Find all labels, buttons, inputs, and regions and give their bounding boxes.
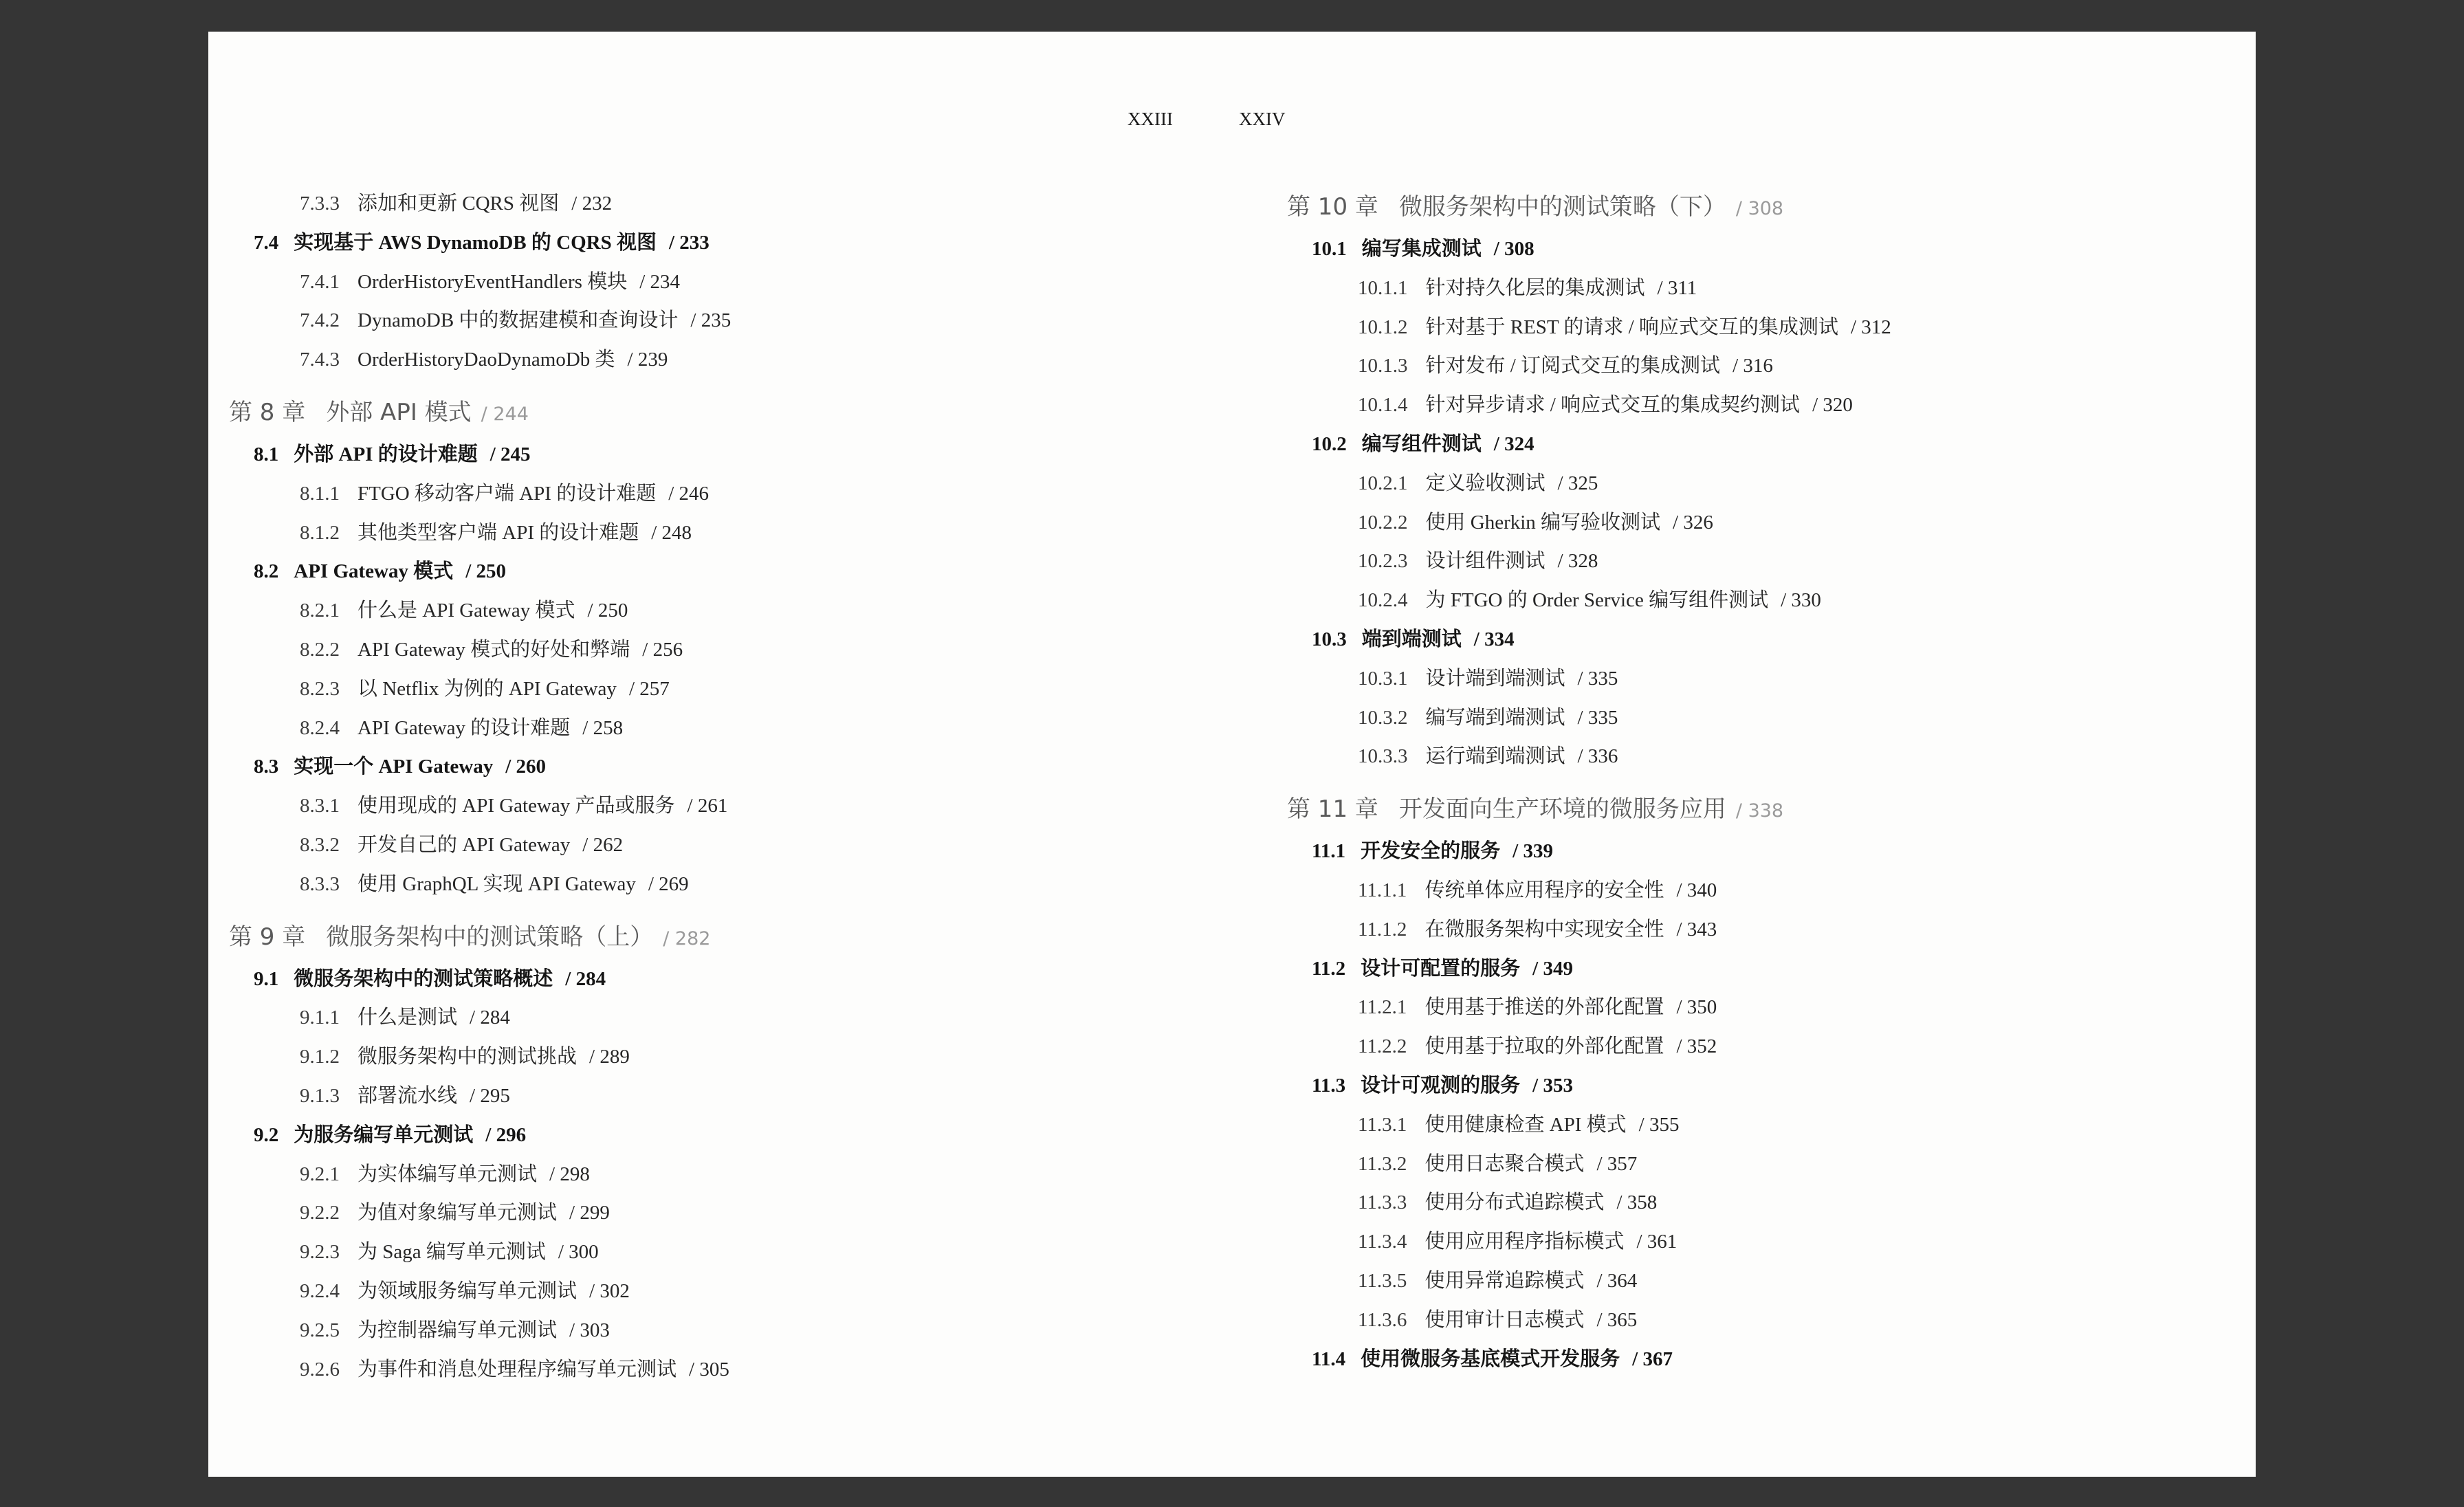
toc-subsection [229, 184, 1178, 223]
toc-number: 第 11 章 [1287, 795, 1378, 824]
toc-title: OrderHistoryEventHandlers 模块 [358, 270, 628, 293]
toc-section [1287, 1340, 2236, 1379]
toc-subsection [1287, 386, 2236, 425]
toc-subsection [1287, 464, 2236, 503]
toc-subsection [1287, 1183, 2236, 1222]
toc-chapter [1287, 184, 2236, 230]
toc-number: 9.2.3 [300, 1241, 340, 1264]
toc-subsection [1287, 346, 2236, 386]
toc-subsection [1287, 910, 2236, 949]
toc-title: 外部 API 模式 [326, 398, 472, 426]
toc-title: 为值对象编写单元测试 [358, 1202, 558, 1224]
toc-title: 什么是测试 [358, 1006, 458, 1029]
toc-chapter [229, 380, 1178, 435]
toc-title: 设计可配置的服务 [1361, 957, 1521, 980]
toc-title: 为服务编写单元测试 [294, 1123, 474, 1146]
toc-number: 10.1.1 [1358, 276, 1408, 299]
toc-page-ref: / 325 [1557, 472, 1598, 494]
toc-page-ref: / 330 [1781, 589, 1821, 612]
toc-title: 为实体编写单元测试 [358, 1163, 538, 1185]
toc-title: 外部 API 的设计难题 [294, 443, 478, 465]
toc-number: 9.2.2 [300, 1202, 340, 1224]
toc-title: 编写集成测试 [1361, 238, 1482, 260]
toc-page-ref: / 358 [1616, 1191, 1658, 1214]
toc-title: 添加和更新 CQRS 视图 [358, 192, 560, 214]
toc-number: 8.3.2 [300, 833, 340, 856]
toc-chapter [1287, 776, 2236, 832]
toc-title: 实现一个 API Gateway [294, 756, 494, 778]
toc-number: 11.1 [1312, 840, 1346, 863]
toc-page-ref: / 256 [642, 638, 683, 661]
toc-title: 针对异步请求 / 响应式交互的集成契约测试 [1425, 394, 1801, 417]
toc-number: 9.1.2 [300, 1046, 340, 1068]
toc-subsection [229, 670, 1178, 709]
toc-number: 8.2.3 [300, 677, 340, 700]
toc-subsection [1287, 1027, 2236, 1066]
toc-number: 9.2.6 [300, 1358, 340, 1380]
toc-page-ref: / 336 [1577, 745, 1618, 768]
toc-page-ref: / 316 [1732, 355, 1773, 377]
toc-title: 以 Netflix 为例的 API Gateway [358, 677, 617, 700]
toc-section [229, 747, 1178, 786]
toc-subsection [1287, 737, 2236, 776]
toc-page-ref: / 284 [565, 967, 606, 990]
book-spread [208, 32, 2256, 1477]
toc-subsection [1287, 1145, 2236, 1184]
toc-subsection [1287, 1222, 2236, 1262]
toc-title: 针对基于 REST 的请求 / 响应式交互的集成测试 [1425, 316, 1838, 338]
toc-page-ref: / 289 [589, 1046, 630, 1068]
toc-number: 第 9 章 [229, 923, 306, 951]
toc-chapter [229, 904, 1178, 960]
toc-subsection [229, 865, 1178, 904]
toc-number: 8.1.2 [300, 521, 340, 544]
toc-number: 11.3.3 [1358, 1191, 1407, 1214]
toc-page-ref: / 365 [1596, 1308, 1638, 1331]
toc-number: 8.3.3 [300, 872, 340, 895]
toc-number: 8.2 [254, 560, 279, 583]
toc-number: 11.3.6 [1358, 1308, 1407, 1331]
toc-title: 运行端到端测试 [1425, 745, 1565, 768]
toc-page-ref: / 324 [1493, 432, 1534, 455]
toc-subsection [1287, 698, 2236, 738]
toc-number: 8.1.1 [300, 482, 340, 505]
toc-page-ref: / 357 [1596, 1152, 1638, 1175]
toc-subsection [1287, 503, 2236, 542]
toc-section [229, 552, 1178, 591]
toc-page-ref: / 353 [1532, 1074, 1573, 1097]
toc-subsection [229, 1037, 1178, 1077]
toc-number: 10.3.1 [1358, 667, 1408, 690]
toc-page-ref: / 300 [558, 1241, 599, 1264]
toc-number: 10.2.3 [1358, 550, 1408, 573]
toc-number: 9.2 [254, 1123, 279, 1146]
toc-number: 10.2.2 [1358, 511, 1408, 534]
toc-page-ref: / 260 [505, 756, 547, 778]
toc-number: 10.1.2 [1358, 316, 1408, 338]
toc-title: 针对持久化层的集成测试 [1425, 276, 1645, 299]
toc-section [1287, 832, 2236, 871]
toc-title: 使用现成的 API Gateway 产品或服务 [358, 795, 675, 817]
toc-page-ref: / 239 [627, 349, 668, 371]
toc-page-ref: / 244 [481, 403, 529, 425]
toc-page-ref: / 258 [582, 716, 624, 739]
toc-number: 10.1.3 [1358, 355, 1408, 377]
toc-subsection [229, 786, 1178, 826]
toc-page-ref: / 232 [571, 192, 613, 214]
toc-page-ref: / 364 [1596, 1269, 1638, 1292]
toc-title: 微服务架构中的测试挑战 [358, 1046, 578, 1068]
toc-subsection [229, 474, 1178, 514]
toc-page-ref: / 248 [651, 521, 692, 544]
toc-subsection [1287, 308, 2236, 347]
toc-page-ref: / 320 [1812, 394, 1853, 417]
toc-page-ref: / 334 [1473, 628, 1515, 650]
toc-number: 9.2.4 [300, 1279, 340, 1302]
toc-page-ref: / 355 [1638, 1113, 1680, 1136]
toc-subsection [1287, 871, 2236, 910]
toc-title: 使用健康检查 API 模式 [1424, 1113, 1627, 1136]
toc-right-column [1287, 184, 2236, 1378]
toc-number: 10.3.2 [1358, 706, 1408, 729]
toc-page-ref: / 299 [569, 1202, 610, 1224]
toc-title: 针对发布 / 订阅式交互的集成测试 [1425, 355, 1721, 377]
toc-title: 为控制器编写单元测试 [358, 1319, 558, 1341]
toc-subsection [229, 998, 1178, 1037]
toc-number: 10.1 [1312, 238, 1347, 260]
toc-number: 第 8 章 [229, 398, 306, 426]
toc-page-ref: / 298 [549, 1163, 590, 1185]
toc-subsection [1287, 988, 2236, 1027]
toc-title: 为领域服务编写单元测试 [358, 1279, 578, 1302]
toc-number: 7.4.3 [300, 349, 340, 371]
toc-page-ref: / 250 [587, 600, 628, 622]
toc-subsection [229, 1077, 1178, 1116]
toc-page-ref: / 308 [1735, 198, 1784, 219]
toc-title: 什么是 API Gateway 模式 [358, 600, 575, 622]
toc-subsection [229, 340, 1178, 380]
toc-number: 10.1.4 [1358, 394, 1408, 417]
toc-title: 其他类型客户端 API 的设计难题 [358, 521, 639, 544]
toc-number: 8.3 [254, 756, 279, 778]
toc-page-ref: / 257 [628, 677, 670, 700]
toc-number: 8.1 [254, 443, 279, 465]
toc-title: 开发面向生产环境的微服务应用 [1398, 795, 1726, 824]
toc-number: 11.3 [1312, 1074, 1346, 1097]
toc-page-ref: / 302 [589, 1279, 630, 1302]
toc-section [1287, 1066, 2236, 1106]
toc-title: 微服务架构中的测试策略（上） [326, 923, 654, 951]
toc-page-ref: / 343 [1676, 918, 1717, 940]
toc-number: 11.2.1 [1358, 996, 1407, 1019]
right-page-number: XXIV [1239, 109, 1286, 129]
toc-number: 9.1.1 [300, 1006, 340, 1029]
toc-subsection [229, 514, 1178, 553]
toc-number: 8.2.4 [300, 716, 340, 739]
toc-number: 11.1.2 [1358, 918, 1407, 940]
toc-title: 设计端到端测试 [1425, 667, 1565, 690]
toc-page-ref: / 335 [1577, 667, 1618, 690]
toc-title: 使用审计日志模式 [1424, 1308, 1585, 1331]
toc-subsection [229, 709, 1178, 748]
toc-section [1287, 949, 2236, 989]
toc-page-ref: / 338 [1735, 800, 1784, 822]
toc-number: 7.4.2 [300, 309, 340, 332]
toc-page-ref: / 367 [1632, 1348, 1673, 1370]
toc-page-ref: / 246 [668, 482, 710, 505]
toc-section [1287, 620, 2236, 659]
toc-page-ref: / 339 [1512, 840, 1553, 863]
toc-title: 在微服务架构中实现安全性 [1424, 918, 1664, 940]
toc-page-ref: / 340 [1676, 879, 1717, 901]
toc-title: 端到端测试 [1361, 628, 1462, 650]
toc-page-ref: / 234 [639, 270, 681, 293]
toc-page-ref: / 350 [1676, 996, 1717, 1019]
toc-page-ref: / 235 [690, 309, 732, 332]
toc-subsection [229, 1311, 1178, 1350]
toc-number: 11.1.1 [1358, 879, 1407, 901]
toc-title: 为事件和消息处理程序编写单元测试 [358, 1358, 677, 1380]
toc-page-ref: / 282 [663, 927, 711, 949]
toc-left-column [229, 184, 1178, 1389]
toc-page-ref: / 303 [569, 1319, 610, 1341]
toc-number: 10.2 [1312, 432, 1347, 455]
toc-number: 7.4.1 [300, 270, 340, 293]
toc-title: 使用基于拉取的外部化配置 [1424, 1035, 1664, 1058]
toc-page-ref: / 296 [485, 1123, 527, 1146]
toc-number: 7.4 [254, 231, 279, 254]
toc-number: 9.1.3 [300, 1084, 340, 1107]
toc-title: API Gateway 的设计难题 [358, 716, 571, 739]
toc-title: API Gateway 模式 [294, 560, 454, 583]
toc-page-ref: / 335 [1577, 706, 1618, 729]
toc-page-ref: / 262 [582, 833, 624, 856]
toc-number: 11.3.2 [1358, 1152, 1407, 1175]
toc-title: 使用日志聚合模式 [1424, 1152, 1585, 1175]
toc-section [229, 1116, 1178, 1155]
toc-page-ref: / 233 [668, 231, 710, 254]
toc-title: 为 Saga 编写单元测试 [358, 1241, 546, 1264]
toc-page-ref: / 295 [470, 1084, 510, 1107]
toc-page-ref: / 352 [1676, 1035, 1717, 1058]
toc-number: 11.3.4 [1358, 1231, 1407, 1253]
toc-page-ref: / 326 [1673, 511, 1713, 534]
toc-number: 10.2.4 [1358, 589, 1408, 612]
toc-subsection [229, 1350, 1178, 1389]
toc-title: 使用基于推送的外部化配置 [1424, 996, 1664, 1019]
toc-number: 8.2.2 [300, 638, 340, 661]
toc-title: 定义验收测试 [1425, 472, 1546, 494]
toc-section [229, 435, 1178, 474]
toc-title: 实现基于 AWS DynamoDB 的 CQRS 视图 [294, 231, 657, 254]
toc-title: 使用异常追踪模式 [1424, 1269, 1585, 1292]
toc-title: API Gateway 模式的好处和弊端 [358, 638, 630, 661]
toc-title: 编写端到端测试 [1425, 706, 1565, 729]
toc-title: 设计可观测的服务 [1361, 1074, 1521, 1097]
toc-title: 微服务架构中的测试策略概述 [294, 967, 553, 990]
toc-section [1287, 425, 2236, 464]
toc-number: 8.3.1 [300, 795, 340, 817]
toc-title: FTGO 移动客户端 API 的设计难题 [358, 482, 657, 505]
toc-subsection [229, 263, 1178, 302]
toc-title: 开发安全的服务 [1361, 840, 1501, 863]
toc-title: DynamoDB 中的数据建模和查询设计 [358, 309, 679, 332]
toc-number: 11.2.2 [1358, 1035, 1407, 1058]
toc-number: 10.2.1 [1358, 472, 1408, 494]
toc-subsection [1287, 581, 2236, 620]
toc-title: 使用应用程序指标模式 [1424, 1231, 1625, 1253]
toc-section [1287, 230, 2236, 269]
toc-title: 使用 GraphQL 实现 API Gateway [358, 872, 636, 895]
toc-subsection [1287, 542, 2236, 581]
toc-page-ref: / 261 [687, 795, 728, 817]
toc-number: 11.2 [1312, 957, 1346, 980]
toc-page-ref: / 328 [1557, 550, 1598, 573]
toc-number: 11.3.5 [1358, 1269, 1407, 1292]
toc-title: 为 FTGO 的 Order Service 编写组件测试 [1425, 589, 1769, 612]
toc-title: 使用微服务基底模式开发服务 [1361, 1348, 1620, 1370]
toc-title: 传统单体应用程序的安全性 [1424, 879, 1664, 901]
toc-page-ref: / 308 [1493, 238, 1534, 260]
toc-page-ref: / 312 [1850, 316, 1891, 338]
toc-section [229, 223, 1178, 263]
toc-subsection [229, 630, 1178, 670]
toc-title: 设计组件测试 [1425, 550, 1546, 573]
toc-number: 9.1 [254, 967, 279, 990]
toc-page-ref: / 349 [1532, 957, 1573, 980]
toc-number: 10.3 [1312, 628, 1347, 650]
toc-subsection [229, 1233, 1178, 1272]
toc-number: 10.3.3 [1358, 745, 1408, 768]
toc-number: 9.2.1 [300, 1163, 340, 1185]
toc-page-ref: / 305 [689, 1358, 729, 1380]
toc-subsection [229, 1155, 1178, 1194]
toc-subsection [1287, 1262, 2236, 1301]
toc-page-ref: / 284 [470, 1006, 510, 1029]
left-page-number: XXIII [1128, 109, 1173, 129]
toc-title: 使用分布式追踪模式 [1424, 1191, 1605, 1214]
toc-subsection [1287, 659, 2236, 698]
toc-section [229, 960, 1178, 999]
toc-title: 开发自己的 API Gateway [358, 833, 571, 856]
toc-page-ref: / 245 [490, 443, 531, 465]
toc-number: 8.2.1 [300, 600, 340, 622]
toc-page-ref: / 311 [1657, 276, 1697, 299]
toc-title: 编写组件测试 [1361, 432, 1482, 455]
toc-subsection [229, 1272, 1178, 1311]
toc-number: 11.3.1 [1358, 1113, 1407, 1136]
toc-title: 使用 Gherkin 编写验收测试 [1425, 511, 1661, 534]
toc-page-ref: / 250 [465, 560, 507, 583]
toc-subsection [229, 826, 1178, 865]
toc-number: 第 10 章 [1287, 193, 1378, 221]
toc-subsection [1287, 1301, 2236, 1340]
toc-number: 11.4 [1312, 1348, 1346, 1370]
toc-subsection [229, 591, 1178, 630]
toc-subsection [229, 301, 1178, 340]
toc-number: 9.2.5 [300, 1319, 340, 1341]
toc-title: OrderHistoryDaoDynamoDb 类 [358, 349, 615, 371]
toc-subsection [1287, 1106, 2236, 1145]
toc-subsection [229, 1194, 1178, 1233]
toc-title: 微服务架构中的测试策略（下） [1398, 193, 1726, 221]
toc-page-ref: / 269 [648, 872, 689, 895]
toc-title: 部署流水线 [358, 1084, 458, 1107]
toc-page-ref: / 361 [1636, 1231, 1678, 1253]
toc-number: 7.3.3 [300, 192, 340, 214]
toc-subsection [1287, 269, 2236, 308]
